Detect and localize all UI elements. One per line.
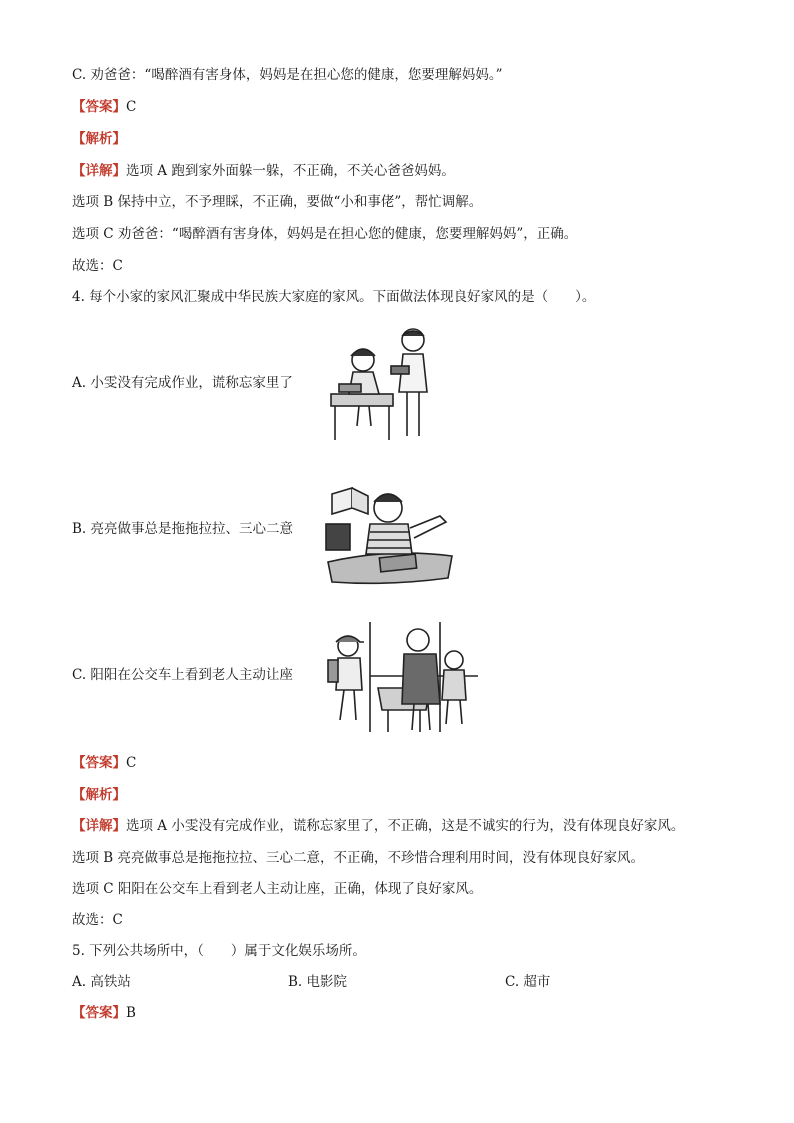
q4-option-c-illustration: [318, 620, 482, 738]
answer-value-2: C: [126, 755, 137, 771]
question-5: 5. 下列公共场所中，（ ）属于文化娱乐场所。: [72, 943, 366, 959]
q4-option-a: A. 小雯没有完成作业，谎称忘家里了: [72, 375, 293, 391]
answer-tag-2: 【答案】: [72, 755, 126, 771]
q4-option-b: B. 亮亮做事总是拖拖拉拉、三心二意: [72, 521, 294, 537]
detail-tag-2: 【详解】: [72, 818, 126, 834]
analysis-line: [72, 130, 126, 148]
detail-option-c: 选项 C 劝爸爸：“喝醉酒有害身体，妈妈是在担心您的健康，您要理解妈妈”，正确。: [72, 226, 578, 242]
detail-line-2: [72, 817, 684, 835]
detail-tag: 【详解】: [72, 163, 126, 179]
detail-option-b-2: 选项 B 亮亮做事总是拖拖拉拉、三心二意，不正确，不珍惜合理利用时间，没有体现良好家风。: [72, 850, 645, 866]
q5-option-b: B. 电影院: [288, 974, 348, 990]
detail-line: [72, 162, 455, 180]
choose-line: 故选：C: [72, 258, 123, 274]
answer-value: C: [126, 99, 137, 115]
choose-line-2: 故选：C: [72, 912, 123, 928]
question-4: 4. 每个小家的家风汇聚成中华民族大家庭的家风。下面做法体现良好家风的是（ ）。: [72, 289, 596, 305]
answer-line-2: [72, 754, 136, 772]
detail-option-b: 选项 B 保持中立，不予理睬，不正确，要做“小和事佬”，帮忙调解。: [72, 194, 483, 210]
answer-line-3: [72, 1004, 136, 1022]
analysis-tag: 【解析】: [72, 131, 126, 147]
q5-option-c: C. 超市: [505, 974, 551, 990]
q4-option-b-illustration: [318, 478, 460, 590]
detail-option-c-2: 选项 C 阳阳在公交车上看到老人主动让座，正确，体现了良好家风。: [72, 881, 483, 897]
analysis-tag-2: 【解析】: [72, 787, 126, 803]
q4-option-c: C. 阳阳在公交车上看到老人主动让座: [72, 667, 293, 683]
analysis-line-2: [72, 786, 126, 804]
detail-text-2: 选项 A 小雯没有完成作业，谎称忘家里了，不正确，这是不诚实的行为，没有体现良好家风。: [126, 818, 685, 834]
answer-value-3: B: [126, 1005, 136, 1021]
answer-line: [72, 98, 136, 116]
q4-option-a-illustration: [323, 322, 433, 444]
option-c-line: C. 劝爸爸：“喝醉酒有害身体，妈妈是在担心您的健康，您要理解妈妈。”: [72, 67, 503, 83]
answer-tag: 【答案】: [72, 99, 126, 115]
answer-tag-3: 【答案】: [72, 1005, 126, 1021]
q5-option-a: A. 高铁站: [72, 974, 131, 990]
detail-text: 选项 A 跑到家外面躲一躲，不正确，不关心爸爸妈妈。: [126, 163, 455, 179]
